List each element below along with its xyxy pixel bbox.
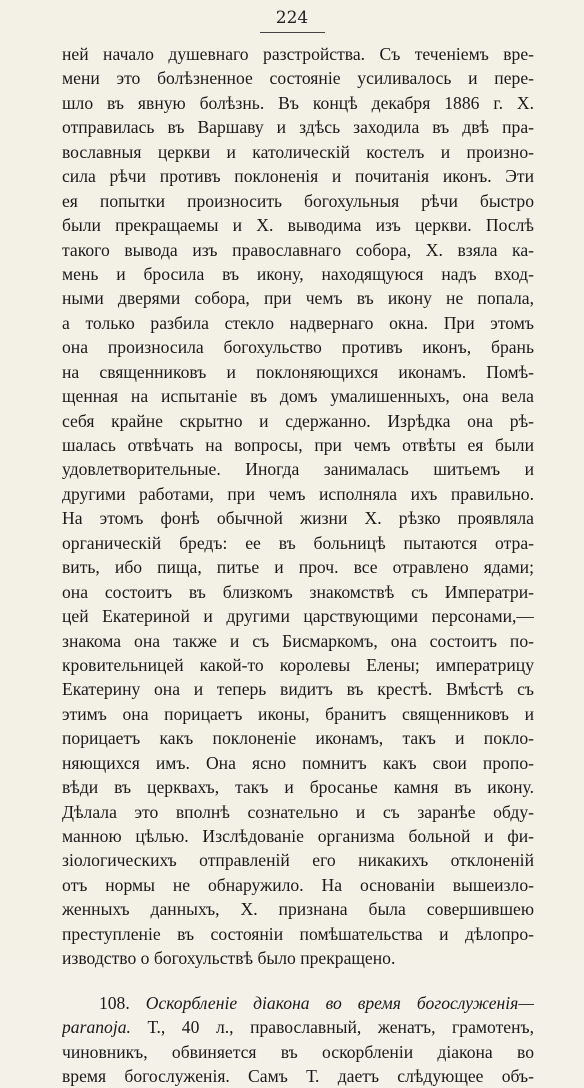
text-line: другими работами, при чемъ исполняла ихъ правильно. bbox=[62, 483, 534, 504]
text-line: Дѣлала это вполнѣ сознательно и съ заранѣе обду- bbox=[62, 801, 534, 822]
text-line: она произносила богохульство противъ иконъ, брань bbox=[62, 337, 534, 358]
case-second-line-rest: Т., 40 л., православный, женатъ, грамотенъ, bbox=[130, 1017, 534, 1038]
text-line: щенная на испытаніе въ домъ умалишенныхъ, она вела bbox=[62, 386, 534, 407]
text-line: шло въ явную болѣзнь. Въ концѣ декабря 1886 г. Х. bbox=[62, 92, 534, 113]
case-heading-line bbox=[62, 991, 534, 1015]
text-line: женныхъ данныхъ, Х. признана была совершившею bbox=[62, 899, 534, 920]
text-line: порицаетъ какъ поклоненіе иконамъ, такъ и покло- bbox=[62, 728, 534, 749]
text-line: шалась отвѣчать на вопросы, при чемъ отвѣты ея были bbox=[62, 435, 534, 455]
text-line: сила рѣчи противъ поклоненія и почитанія иконъ. Эти bbox=[62, 166, 534, 187]
page-body bbox=[62, 42, 534, 1088]
case-second-line bbox=[62, 1015, 534, 1039]
text-line: удовлетворительные. Иногда занималась шитьемъ и bbox=[62, 459, 534, 480]
text-line: зіологическихъ отправленій его никакихъ отклоненій bbox=[62, 850, 534, 871]
text-line: вѣди въ церквахъ, такъ и бросанье камня въ икону. bbox=[62, 777, 534, 798]
text-line: были прекращаемы и Х. выводима изъ церкви. Послѣ bbox=[62, 215, 534, 236]
page-number-rule bbox=[260, 32, 325, 33]
case-title: Оскорбленіе діакона во время богослуженія— bbox=[145, 992, 534, 1013]
text-line: знакома она также и съ Бисмаркомъ, она состоитъ по- bbox=[62, 630, 534, 651]
text-line: на священниковъ и поклоняющихся иконамъ. Помѣ- bbox=[62, 361, 534, 382]
paragraph-case-108 bbox=[62, 991, 534, 1088]
case-diagnosis: paranoja. bbox=[62, 1017, 131, 1038]
text-line: органическій бредъ: ее въ больницѣ пытаются отра- bbox=[62, 532, 534, 553]
text-line: чиновникъ, обвиняется въ оскорбленіи діакона во bbox=[62, 1041, 534, 1062]
text-line: мени это болѣзненное состояніе усиливалось и пере- bbox=[62, 68, 534, 89]
text-line: отправилась въ Варшаву и здѣсь заходила въ двѣ пра- bbox=[62, 117, 534, 138]
text-line: изводство о богохульствѣ было прекращено. bbox=[62, 948, 396, 969]
text-line: ней начало душевнаго разстройства. Съ теченіемъ вре- bbox=[62, 44, 534, 64]
text-line: этимъ она порицаетъ иконы, бранитъ священниковъ и bbox=[62, 703, 534, 724]
text-line: такого вывода изъ православнаго собора, Х. взяла ка- bbox=[62, 239, 534, 260]
paragraph-gap bbox=[62, 971, 534, 991]
paragraph-case-107-end bbox=[62, 42, 534, 971]
text-line: преступленіе въ состояніи помѣшательства и дѣлопро- bbox=[62, 923, 534, 944]
case-number: 108. bbox=[98, 992, 130, 1013]
text-line: ными дверями собора, при чемъ въ икону не попала, bbox=[62, 288, 534, 309]
text-line: Екатерину она и теперь видитъ въ крестѣ. Вмѣстѣ съ bbox=[62, 679, 534, 700]
text-line: мень и бросила въ икону, находящуюся надъ вход- bbox=[62, 263, 534, 284]
text-line: кровительницей какой-то королевы Елены; императрицу bbox=[62, 654, 534, 675]
text-line: она состоитъ въ близкомъ знакомствѣ съ Императри- bbox=[62, 581, 534, 602]
text-line: время богослуженія. Самъ Т. даетъ слѣдующее объ- bbox=[62, 1065, 534, 1086]
page-number: 224 bbox=[275, 8, 309, 28]
text-line: На этомъ фонѣ обычной жизни Х. рѣзко проявляла bbox=[62, 508, 534, 529]
text-line: манною цѣлью. Изслѣдованіе организма больной и фи- bbox=[62, 826, 534, 846]
text-line: няющихся имъ. Она ясно помнитъ какъ свои пропо- bbox=[62, 752, 534, 773]
text-line: вославныя церкви и католическій костелъ и произно- bbox=[62, 141, 534, 162]
text-line: ея попытки произносить богохульныя рѣчи быстро bbox=[62, 190, 534, 211]
text-line: а только разбила стекло надвернаго окна. При этомъ bbox=[62, 312, 534, 333]
text-line: цей Екатериной и другими царствующими персонами,— bbox=[62, 606, 534, 627]
text-line: отъ нормы не обнаружило. На основаніи вышеизло- bbox=[62, 874, 534, 895]
text-line: себя крайне скрытно и сдержанно. Изрѣдка она рѣ- bbox=[62, 410, 534, 431]
text-line: вить, ибо пища, питье и проч. все отравлено ядами; bbox=[62, 557, 534, 578]
